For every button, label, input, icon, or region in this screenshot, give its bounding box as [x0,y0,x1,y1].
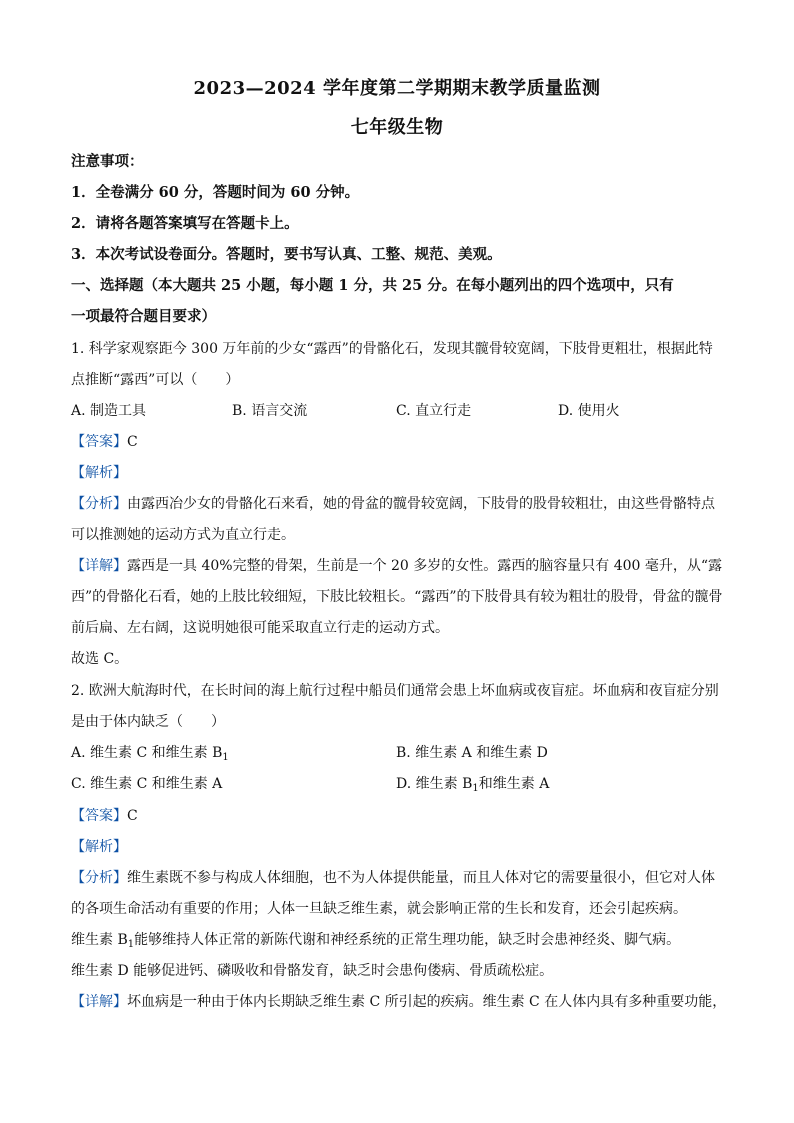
q2-analysis-tag [71,837,731,857]
q2-stem-line-2: 是由于体内缺乏（ ） [71,714,225,730]
q2-analysis-label: 【解析】 [71,839,127,855]
exam-subtitle: 七年级生物 [350,117,444,138]
q1-answer-tag: 【答案】 [71,434,127,450]
q1-xiangjie-tag: 【详解】 [71,558,127,574]
q1-option-a: A. 制造工具 [71,403,147,419]
exam-title: 2023—2024 学年度第二学期期末教学质量监测 [193,78,601,99]
q1-xiangjie-line-2: 西”的骨骼化石看，她的上肢比较细短，下肢比较粗长。“露西”的下肢骨具有较为粗壮的股骨，骨盆的髋骨 [71,589,723,605]
q1-analysis-label: 【解析】 [71,465,127,481]
q2-b1-sub: 1 [127,939,135,950]
q2-fenxi-text-1: 维生素既不参与构成人体细胞，也不为人体提供能量，而且人体对它的需要量很小，但它对人体 [127,870,715,886]
q2-option-c: C. 维生素 C 和维生素 A [71,776,223,792]
q2-vitamin-b1-line [71,930,731,950]
q1-conclusion: 故选 C。 [71,651,129,667]
q1-xiangjie-line-1 [71,556,731,576]
q1-option-c: C. 直立行走 [396,403,472,419]
q2-option-b: B. 维生素 A 和维生素 D [396,745,548,761]
q2-fenxi-line-2: 的各项生命活动有重要的作用；人体一旦缺乏维生素，就会影响正常的生长和发育，还会引起疾病。 [71,901,687,917]
q2-option-a-sub: 1 [222,752,229,763]
q2-stem-line-1: 2. 欧洲大航海时代，在长时间的海上航行过程中船员们通常会患上坏血病或夜盲症。坏血病和夜盲症分别 [71,683,719,699]
q2-answer-value: C [127,808,138,824]
q1-fenxi-line-2: 可以推测她的运动方式为直立行走。 [71,527,295,543]
q2-option-d-sub: 1 [472,783,479,794]
q2-answer [71,806,731,826]
notice-item-2: 2．请将各题答案填写在答题卡上。 [71,215,299,232]
q1-analysis-tag [71,463,731,483]
q1-answer-value: C [127,434,138,450]
notice-item-3: 3．本次考试设卷面分。答题时，要书写认真、工整、规范、美观。 [71,246,502,263]
q1-xiangjie-line-3: 前后扁、左右阔，这说明她很可能采取直立行走的运动方式。 [71,620,449,636]
notice-item-1: 1．全卷满分 60 分，答题时间为 60 分钟。 [71,184,360,201]
q2-option-a [71,743,229,763]
q2-xiangjie-text-1: 坏血病是一种由于体内长期缺乏维生素 C 所引起的疾病。维生素 C 在人体内具有多种重要功能， [127,994,727,1010]
q1-fenxi-text-1: 由露西冶少女的骨骼化石来看，她的骨盆的髋骨较宽阔，下肢骨的股骨较粗壮，由这些骨骼特点 [127,496,715,512]
section-heading-line-2: 一项最符合题目要求） [71,308,216,325]
notice-heading: 注意事项： [71,153,144,170]
q2-option-a-text: A. 维生素 C 和维生素 B [71,745,223,761]
q2-fenxi-tag: 【分析】 [71,870,127,886]
q2-option-d [396,774,549,794]
q1-option-d: D. 使用火 [558,403,620,419]
q2-option-d-post: 和维生素 A [478,776,550,792]
section-heading-line-1: 一、选择题（本大题共 25 小题，每小题 1 分，共 25 分。在每小题列出的四个选项中，只有 [71,277,674,294]
q1-stem-line-2: 点推断“露西”可以（ ） [71,372,240,388]
q2-b1-pre: 维生素 B [71,932,128,948]
q1-answer [71,432,731,452]
q2-xiangjie-tag: 【详解】 [71,994,127,1010]
q1-option-b: B. 语言交流 [232,403,308,419]
q2-xiangjie-line-1 [71,992,731,1012]
q2-vitamin-d-line: 维生素 D 能够促进钙、磷吸收和骨骼发育，缺乏时会患佝偻病、骨质疏松症。 [71,963,554,979]
q1-stem-line-1: 1. 科学家观察距今 300 万年前的少女“露西”的骨骼化石，发现其髋骨较宽阔，下肢骨更粗壮，根据此特 [71,341,713,357]
q2-fenxi-line-1 [71,868,731,888]
q2-option-d-pre: D. 维生素 B [396,776,473,792]
q2-answer-tag: 【答案】 [71,808,127,824]
q2-b1-post: 能够维持人体正常的新陈代谢和神经系统的正常生理功能，缺乏时会患神经炎、脚气病。 [134,932,681,948]
q1-fenxi-tag: 【分析】 [71,496,127,512]
q1-xiangjie-text-1: 露西是一具 40%完整的骨架，生前是一个 20 多岁的女性。露西的脑容量只有 400 毫升，从“露 [127,558,723,574]
q1-fenxi-line-1 [71,494,731,514]
